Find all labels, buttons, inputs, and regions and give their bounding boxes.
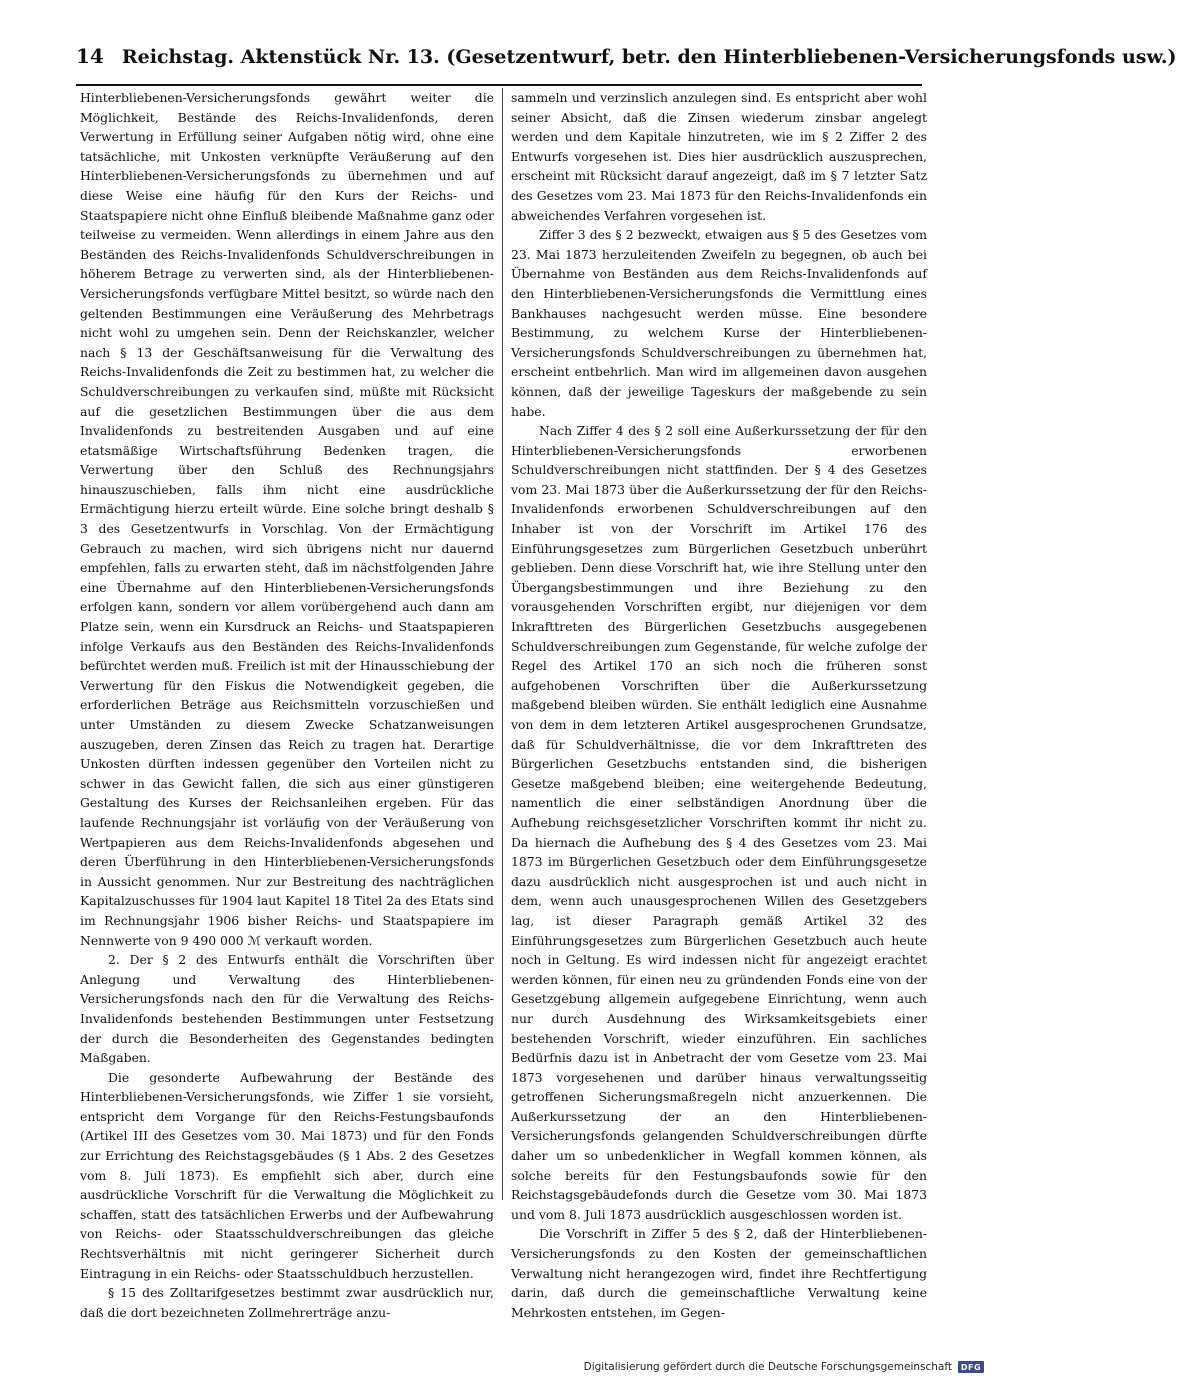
paragraph: 2. Der § 2 des Entwurfs enthält die Vorschriften über Anlegung und Verwaltung des Hinterbliebenen-Versicherungsfonds nach den für die Verwaltung des Reichs-Invalidenfonds bestehenden Bestimmungen unter Festsetzung der durch die Besonderheiten des Gegenstandes bedingten Maßgaben. (80, 952, 494, 1066)
paragraph: § 15 des Zolltarifgesetzes bestimmt zwar ausdrücklich nur, daß die dort bezeichneten Zollmehrerträge anzu- (80, 1285, 494, 1320)
paragraph: Die Vorschrift in Ziffer 5 des § 2, daß der Hinterbliebenen-Versicherungsfonds zu den Kosten der gemeinschaftlichen Verwaltung nicht herangezogen wird, findet ihre Rechtfertigung darin, daß durch die gemeinschaftliche Verwaltung keine Mehrkosten entstehen, im Gegen- (511, 1226, 927, 1320)
paragraph: Die gesonderte Aufbewahrung der Bestände des Hinterbliebenen-Versicherungsfonds, wie Ziffer 1 sie vorsieht, entspricht dem Vorgange für den Reichs-Festungsbaufonds (Artikel III des Gesetzes vom 30. Mai 1873) und für den Fonds zur Errichtung des Reichstagsgebäudes (§ 1 Abs. 2 des Gesetzes vom 8. Juli 1873). Es empfiehlt sich aber, durch eine ausdrückliche Vorschrift für die Verwaltung die Möglichkeit zu schaffen, statt des tatsächlichen Erwerbs und der Aufbewahrung von Reichs- oder Staatsschuldverschreibungen das gleiche Rechtsverhältnis mit nicht geringerer Sicherheit durch Eintragung in ein Reichs- oder Staatsschuldbuch herzustellen. (80, 1069, 494, 1281)
page-header (76, 44, 1177, 84)
digitization-credit (584, 1360, 984, 1374)
paragraph: Hinterbliebenen-Versicherungsfonds gewährt weiter die Möglichkeit, Bestände des Reichs-Invalidenfonds, deren Verwertung in Erfüllung seiner Aufgaben nötig wird, ohne eine tatsächliche, mit Unkosten verknüpfte Veräußerung auf den Hinterbliebenen-Versicherungsfonds zu übernehmen und auf diese Weise eine häufig für den Kurs der Reichs- und Staatspapiere nicht ohne Einfluß bleibende Maßnahme ganz oder teilweise zu vermeiden. Wenn allerdings in einem Jahre aus den Beständen des Reichs-Invalidenfonds Schuldverschreibungen in höherem Betrage zu verwerten sind, als der Hinterbliebenen-Versicherungsfonds verfügbare Mittel besitzt, so würde nach den geltenden Bestimmungen eine Veräußerung des Mehrbetrags nicht wohl zu umgehen sein. Denn der Reichskanzler, welcher nach § 13 der Geschäftsanweisung für die Verwaltung des Reichs-Invalidenfonds die Zeit zu bestimmen hat, zu welcher die Schuldverschreibungen zu verkaufen sind, müßte mit Rücksicht auf die gesetzlichen Bestimmungen über die aus dem Invalidenfonds zu bestreitenden Ausgaben und auf eine etatsmäßige Wirtschaftsführung Bedenken tragen, die Verwertung über den Schluß des Rechnungsjahrs hinauszuschieben, falls ihm nicht eine ausdrückliche Ermächtigung hierzu erteilt würde. Eine solche bringt deshalb § 3 des Gesetzentwurfs in Vorschlag. Von der Ermächtigung Gebrauch zu machen, wird sich übrigens nicht nur dauernd empfehlen, falls zu erwarten steht, daß im nächstfolgenden Jahre eine Übernahme auf den Hinterbliebenen-Versicherungsfonds erfolgen kann, sondern vor allem vorübergehend auch dann am Platze sein, wenn ein Kursdruck an Reichs- und Staatspapieren infolge Verkaufs aus den Beständen des Reichs-Invalidenfonds befürchtet werden muß. Freilich ist mit der Hinausschiebung der Verwertung für den Fiskus die Notwendigkeit gegeben, die erforderlichen Beträge aus Reichsmitteln vorzuschießen und unter Umständen zu diesem Zwecke Schatzanweisungen auszugeben, deren Zinsen das Reich zu tragen hat. Derartige Unkosten dürften indessen gegenüber den Vorteilen nicht zu schwer in das Gewicht fallen, die sich aus einer günstigeren Gestaltung des Kurses der Reichsanleihen ergeben. Für das laufende Rechnungsjahr ist vorläufig von der Veräußerung von Wertpapieren aus dem Reichs-Invalidenfonds abgesehen und deren Überführung in den Hinterbliebenen-Versicherungsfonds in Aussicht genommen. Nur zur Bestreitung des nachträglichen Kapitalzuschusses für 1904 laut Kapitel 18 Titel 2a des Etats sind im Rechnungsjahr 1906 bisher Reichs- und Staatspapiere im Nennwerte von 9 490 000 ℳ verkauft worden. (80, 90, 495, 948)
paragraph: sammeln und verzinslich anzulegen sind. Es entspricht aber wohl seiner Absicht, daß die Zinsen wiederum zinsbar angelegt werden und dem Kapitale hinzutreten, wie im § 2 Ziffer 2 des Entwurfs vorgesehen ist. Dies hier ausdrücklich auszusprechen, erscheint mit Rücksicht darauf angezeigt, daß im § 7 letzter Satz des Gesetzes vom 23. Mai 1873 für den Reichs-Invalidenfonds ein abweichendes Verfahren vorgesehen ist. (511, 90, 927, 223)
credit-text: Digitalisierung gefördert durch die Deutsche Forschungsgemeinschaft (583, 1361, 952, 1373)
dfg-logo-icon: DFG (958, 1361, 984, 1373)
right-column (511, 88, 927, 1322)
paragraph: Ziffer 3 des § 2 bezweckt, etwaigen aus § 5 des Gesetzes vom 23. Mai 1873 herzuleitenden Zweifeln zu begegnen, ob auch bei Übernahme von Beständen aus dem Reichs-Invalidenfonds auf den Hinterbliebenen-Versicherungsfonds die Vermittlung eines Bankhauses nachgesucht werden müsse. Eine besondere Bestimmung, zu welchem Kurse der Hinterbliebenen-Versicherungsfonds Schuldverschreibungen zu übernehmen hat, erscheint entbehrlich. Man wird im allgemeinen davon ausgehen können, daß der jeweilige Tageskurs der maßgebende zu sein habe. (511, 227, 927, 419)
running-title: Reichstag. Aktenstück Nr. 13. (Gesetzentwurf, betr. den Hinterbliebenen-Versicherungsfonds usw.) (121, 46, 1177, 68)
paragraph: Nach Ziffer 4 des § 2 soll eine Außerkurssetzung der für den Hinterbliebenen-Versicherungsfonds erworbenen Schuldverschreibungen nicht stattfinden. Der § 4 des Gesetzes vom 23. Mai 1873 über die Außerkurssetzung der für den Reichs-Invalidenfonds erworbenen Schuldverschreibungen auf den Inhaber ist von der Vorschrift im Artikel 176 des Einführungsgesetzes zum Bürgerlichen Gesetzbuch unberührt geblieben. Denn diese Vorschrift hat, wie ihre Stellung unter den Übergangsbestimmungen und ihre Beziehung zu den vorausgehenden Vorschriften ergibt, nur diejenigen vor dem Inkrafttreten des Bürgerlichen Gesetzbuchs ausgegebenen Schuldverschreibungen zum Gegenstande, für welche zufolge der Regel des Artikel 170 an sich noch die früheren sonst aufgehobenen Vorschriften über die Außerkurssetzung maßgebend bleiben würden. Sie enthält lediglich eine Ausnahme von dem in dem letzteren Artikel ausgesprochenen Grundsatze, daß für Schuldverhältnisse, die vor dem Inkrafttreten des Bürgerlichen Gesetzbuchs entstanden sind, die bisherigen Gesetze maßgebend bleiben; eine weitergehende Bedeutung, namentlich die einer selbständigen Anordnung über die Aufhebung reichsgesetzlicher Vorschriften kommt ihr nicht zu. Da hiernach die Aufhebung des § 4 des Gesetzes vom 23. Mai 1873 im Bürgerlichen Gesetzbuch oder dem Einführungsgesetze dazu ausdrücklich nicht ausgesprochen ist und auch nicht in dem, wenn auch unausgesprochenen Willen des Gesetzgebers lag, ist dieser Paragraph gemäß Artikel 32 des Einführungsgesetzes zum Bürgerlichen Gesetzbuch auch heute noch in Geltung. Es wird indessen nicht für angezeigt erachtet werden können, für einen neu zu gründenden Fonds eine von der Gesetzgebung allgemein aufgegebene Einrichtung, wenn auch nur durch Ausdehnung des Wirksamkeitsgebiets einer bestehenden Vorschrift, wieder einzuführen. Ein sachliches Bedürfnis dazu ist in Anbetracht der vom Gesetze vom 23. Mai 1873 vorgesehenen und darüber hinaus verwaltungsseitig getroffenen Sicherungsmaßregeln nicht anzuerkennen. Die Außerkurssetzung der an den Hinterbliebenen-Versicherungsfonds gelangenden Schuldverschreibungen dürfte daher um so unbedenklicher in Wegfall kommen können, als solche bereits für den Festungsbaufonds sowie für den Reichstagsgebäudefonds durch die Gesetze vom 30. Mai 1873 und vom 8. Juli 1873 ausdrücklich ausgeschlossen worden ist. (511, 423, 927, 1222)
column-divider (502, 88, 503, 1200)
page-number: 14 (76, 44, 104, 68)
left-column (80, 88, 494, 1322)
header-rule (76, 84, 922, 86)
